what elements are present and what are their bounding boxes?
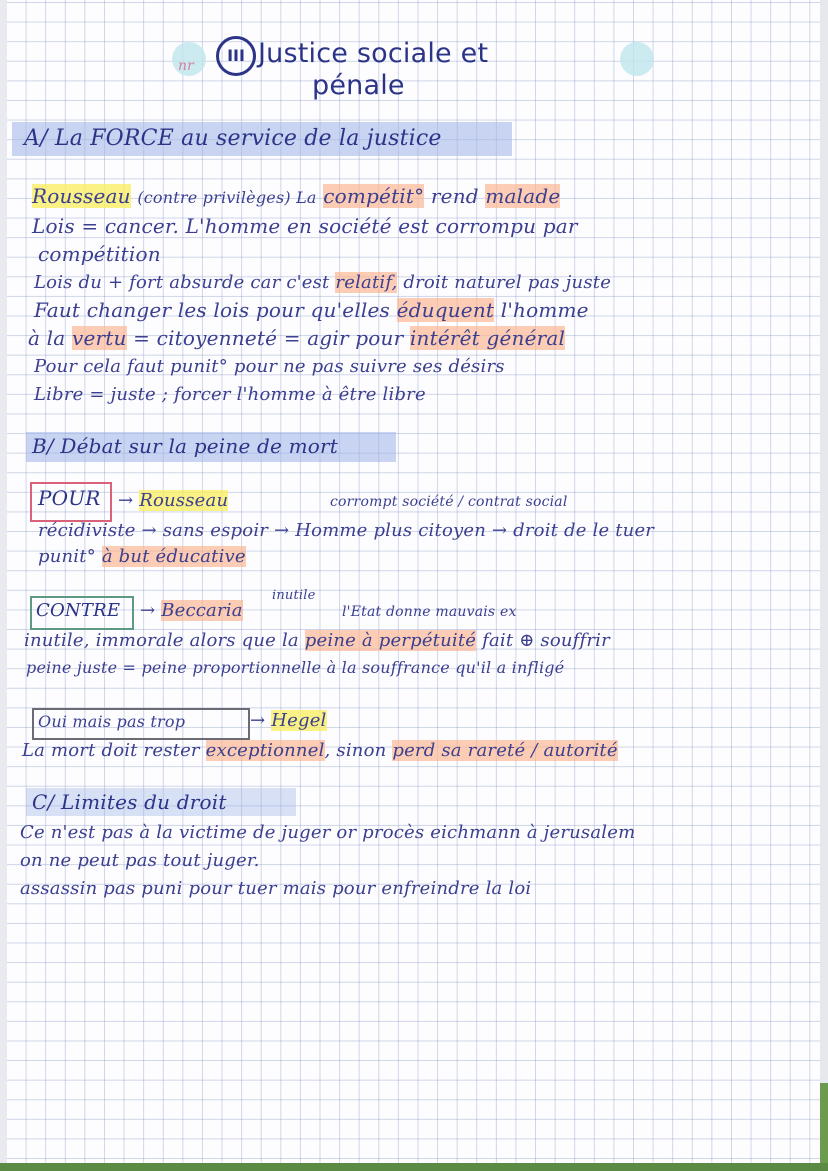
green-edge-mark — [820, 1083, 828, 1163]
highlight-beccaria: Beccaria — [161, 600, 243, 621]
section-a-line1 — [32, 184, 560, 208]
text-punit: punit° — [38, 546, 96, 567]
hegel-detail-line — [22, 740, 618, 761]
text-lhomme: l'homme — [500, 298, 589, 322]
pour-line — [118, 490, 228, 511]
section-a-line2: Lois = cancer. L'homme en société est corrompu par — [32, 214, 578, 238]
highlight-peine-perpetuite: peine à perpétuité — [304, 630, 477, 651]
oui-mais-line — [250, 710, 327, 731]
arrow-icon: → — [118, 490, 134, 511]
section-c-line2: on ne peut pas tout juger. — [20, 850, 260, 871]
contre-note-inutile: inutile — [272, 588, 316, 603]
text-lois-fort: Lois du + fort absurde car c'est — [34, 272, 330, 293]
highlight-exceptionnel: exceptionnel — [205, 740, 325, 761]
arrow-icon: → — [250, 710, 266, 731]
highlight-hegel: Hegel — [271, 710, 327, 731]
text-changer-lois: Faut changer les lois pour qu'elles — [34, 298, 391, 322]
highlight-relatif: relatif, — [335, 272, 398, 293]
section-a-heading: A/ La FORCE au service de la justice — [24, 126, 442, 151]
highlight-vertu: vertu — [71, 326, 127, 350]
contre-detail-line2: peine juste = peine proportionnelle à la souffrance qu'il a infligé — [26, 658, 565, 677]
section-a-line6 — [28, 326, 565, 350]
highlight-rousseau: Rousseau — [32, 184, 131, 208]
highlight-but-educative: à but éducative — [101, 546, 246, 567]
text-a-la: à la — [28, 326, 66, 350]
chapter-number-badge: III — [216, 36, 256, 76]
page-title-line1: Justice sociale et — [258, 38, 489, 69]
pour-detail-line2 — [38, 546, 246, 567]
contre-label: CONTRE — [36, 600, 121, 621]
left-margin — [0, 0, 7, 1171]
text-droit-naturel: droit naturel pas juste — [403, 272, 612, 293]
highlight-rousseau-pour: Rousseau — [139, 490, 229, 511]
text-mort-doit: La mort doit rester — [22, 740, 200, 761]
pour-note: corrompt société / contrat social — [330, 494, 568, 510]
text-fait-souffrir: fait ⊕ souffrir — [482, 630, 610, 651]
pour-label: POUR — [38, 486, 101, 510]
text-sinon: , sinon — [324, 740, 387, 761]
pour-detail-line1: récidiviste → sans espoir → Homme plus citoyen → droit de le tuer — [38, 520, 655, 541]
highlight-eduquent: éduquent — [396, 298, 495, 322]
text-inutile-immorale: inutile, immorale alors que la — [24, 630, 299, 651]
contre-line — [140, 600, 243, 621]
oui-mais-label: Oui mais pas trop — [38, 712, 186, 731]
section-a-line3: compétition — [38, 242, 161, 266]
contre-detail-line1 — [24, 630, 610, 651]
punch-hole-right — [620, 42, 654, 76]
contre-note-etat: l'Etat donne mauvais ex — [342, 604, 517, 620]
section-a-line7: Pour cela faut punit° pour ne pas suivre ses désirs — [34, 356, 505, 377]
highlight-competition: compétit° — [323, 184, 425, 208]
text-citoyennete: = citoyenneté = agir pour — [133, 326, 404, 350]
section-a-line5 — [34, 298, 589, 322]
page-title-line2: pénale — [312, 70, 405, 101]
section-c-line3: assassin pas puni pour tuer mais pour enfreindre la loi — [20, 878, 532, 899]
highlight-rarete-autorite: perd sa rareté / autorité — [392, 740, 618, 761]
section-b-heading: B/ Débat sur la peine de mort — [32, 434, 339, 458]
arrow-icon: → — [140, 600, 156, 621]
section-a-line8: Libre = juste ; forcer l'homme à être libre — [34, 384, 426, 405]
bottom-edge — [0, 1163, 828, 1171]
right-margin — [820, 0, 828, 1171]
section-c-heading: C/ Limites du droit — [32, 790, 227, 814]
margin-marker: nr — [178, 58, 194, 74]
highlight-malade: malade — [485, 184, 561, 208]
section-c-line1: Ce n'est pas à la victime de juger or procès eichmann à jerusalem — [20, 822, 636, 843]
section-a-line4 — [34, 272, 611, 293]
highlight-interet-general: intérêt général — [409, 326, 566, 350]
text-rend: rend — [430, 184, 479, 208]
note-privileges: (contre privilèges) La — [137, 188, 317, 207]
